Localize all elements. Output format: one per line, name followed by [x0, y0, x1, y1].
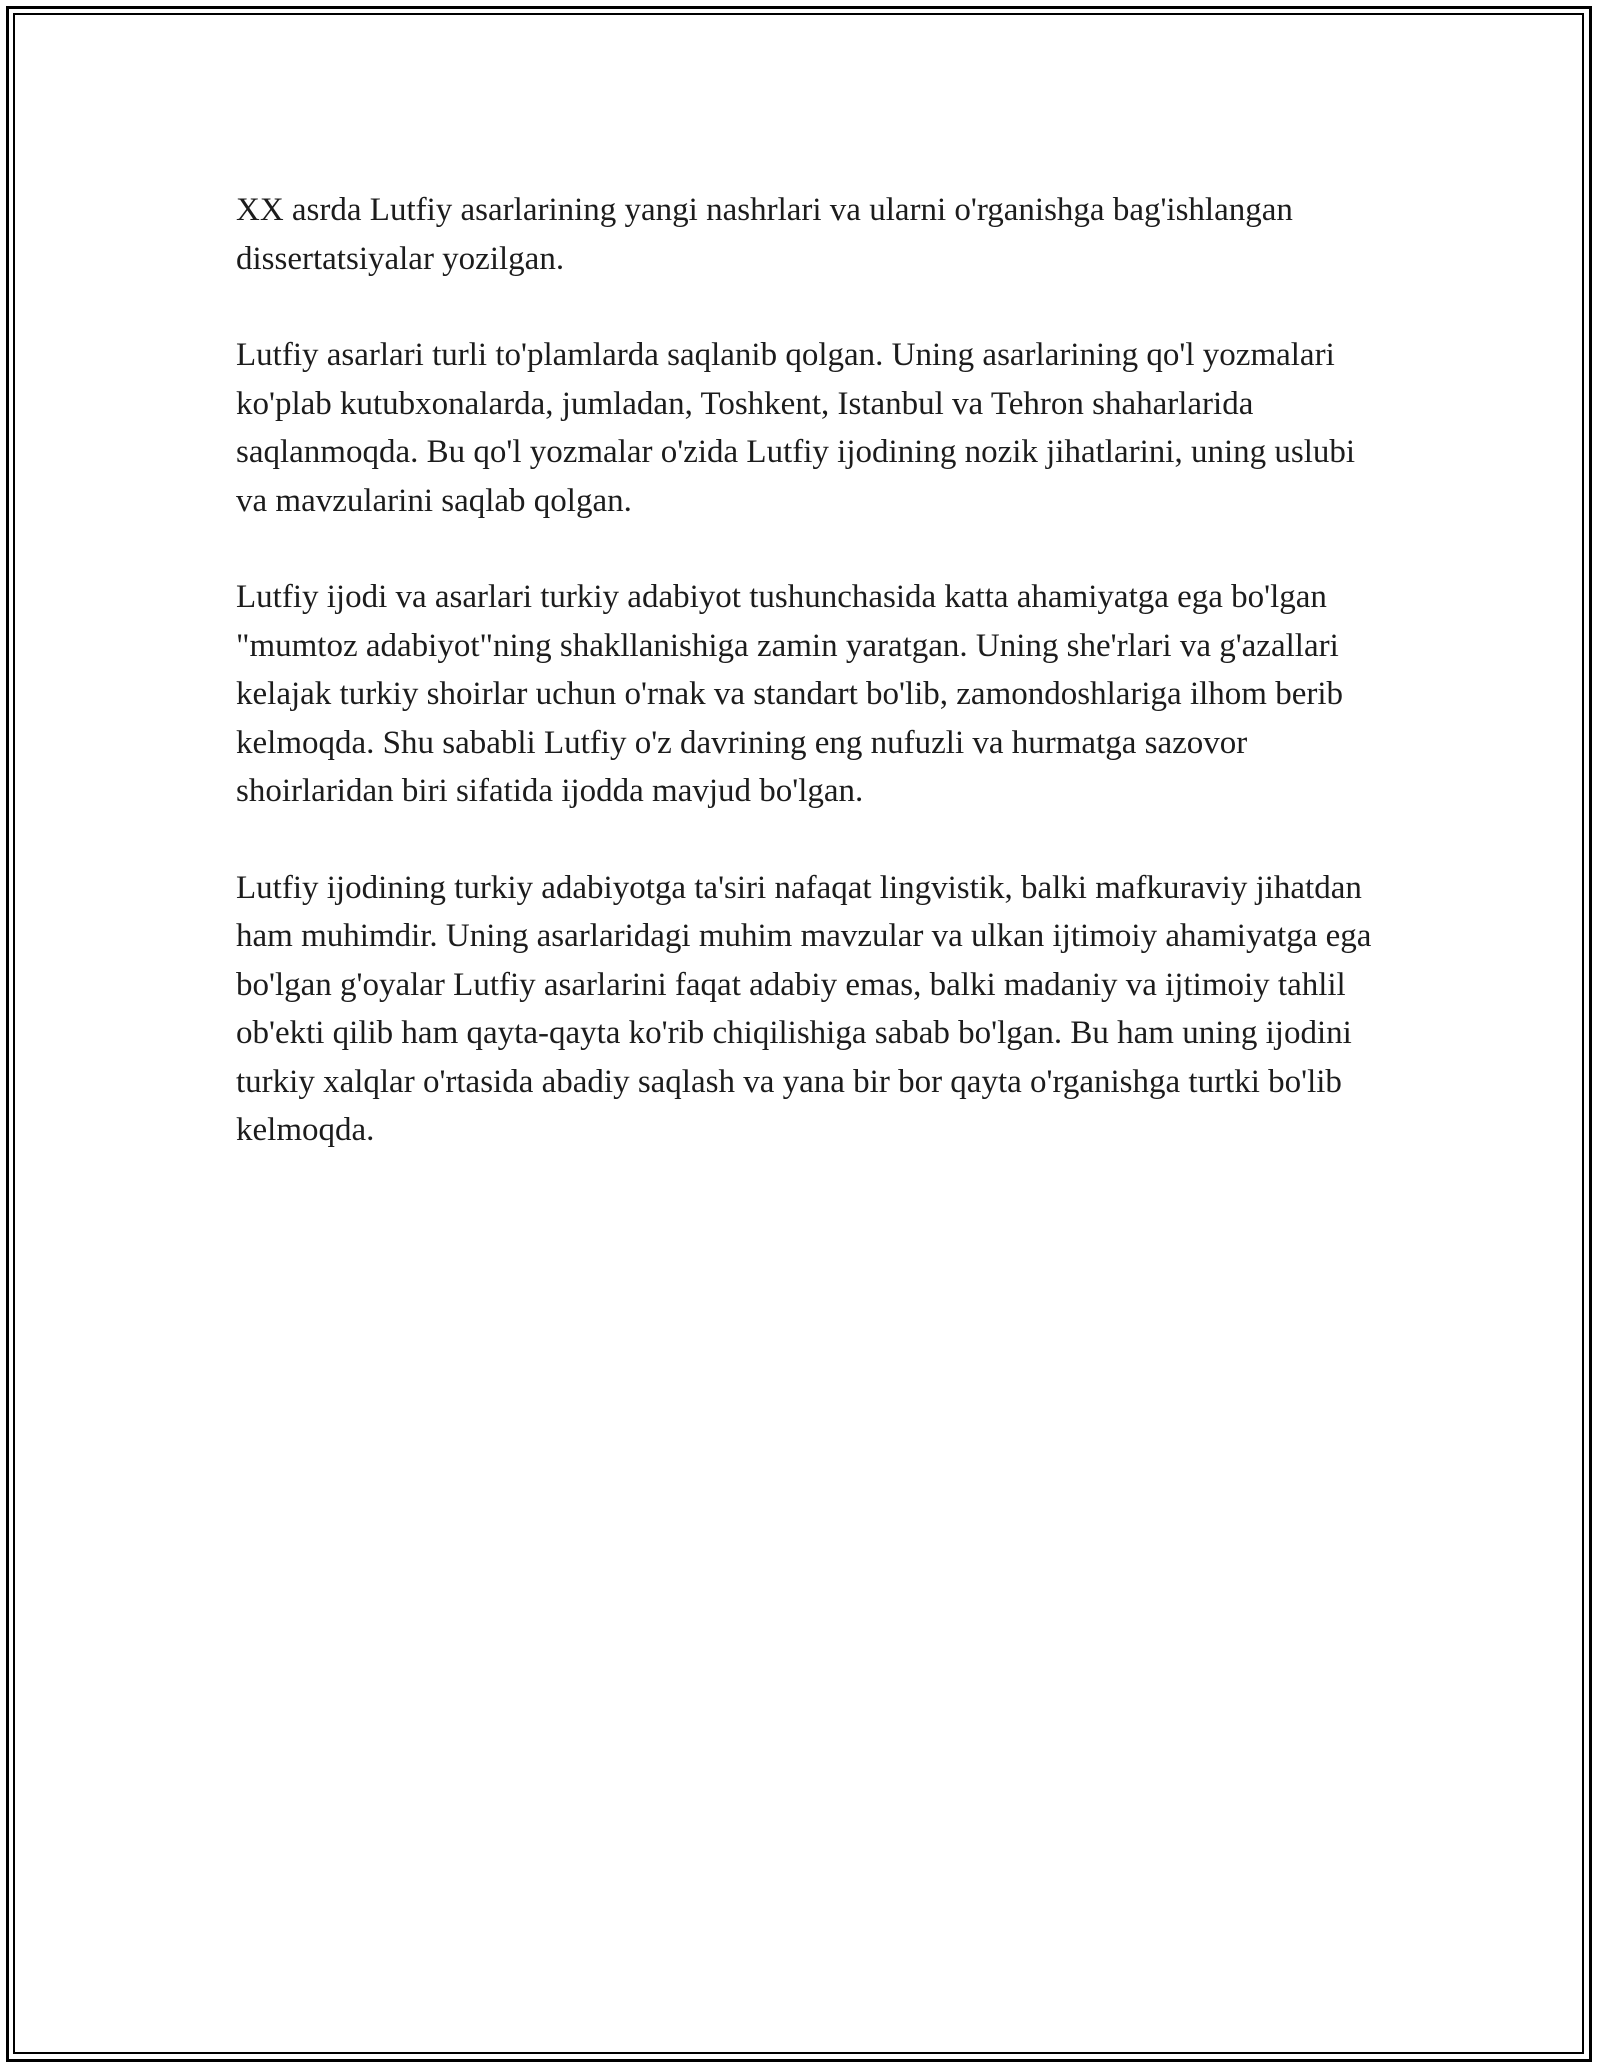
paragraph-1: XX asrda Lutfiy asarlarining yangi nashrlari va ularni o'rganishga bag'ishlangan dissertatsiyalar yozilgan. [236, 192, 1293, 277]
paragraph-4: Lutfiy ijodining turkiy adabiyotga ta'siri nafaqat lingvistik, balki mafkuraviy jihatdan ham muhimdir. Uning asarlaridagi muhim mavzular va ulkan ijtimoiy ahamiyatga ega bo'lgan g'oyalar Lutfiy asarlarini faqat adabiy emas, balki madaniy va ijtimoiy tahlil ob'ekti qilib ham qayta-qayta ko'rib chiqilishiga sabab bo'lgan. Bu ham uning ijodini turkiy xalqlar o'rtasida abadiy saqlash va yana bir bor qayta o'rganishga turtki bo'lib kelmoqda. [236, 869, 1372, 1148]
document-body [236, 186, 1376, 1203]
paragraph-2: Lutfiy asarlari turli to'plamlarda saqlanib qolgan. Uning asarlarining qo'l yozmalari ko'plab kutubxonalarda, jumladan, Toshkent, Istanbul va Tehron shaharlarida saqlanmoqda. Bu qo'l yozmalar o'zida Lutfiy ijodining nozik jihatlarini, uning uslubi va mavzularini saqlab qolgan. [236, 337, 1356, 519]
paragraph-3: Lutfiy ijodi va asarlari turkiy adabiyot tushunchasida katta ahamiyatga ega bo'lgan "mumtoz adabiyot"ning shakllanishiga zamin yaratgan. Uning she'rlari va g'azallari kelajak turkiy shoirlar uchun o'rnak va standart bo'lib, zamondoshlariga ilhom berib kelmoqda. Shu sababli Lutfiy o'z davrining eng nufuzli va hurmatga sazovor shoirlaridan biri sifatida ijodda mavjud bo'lgan. [236, 579, 1344, 809]
